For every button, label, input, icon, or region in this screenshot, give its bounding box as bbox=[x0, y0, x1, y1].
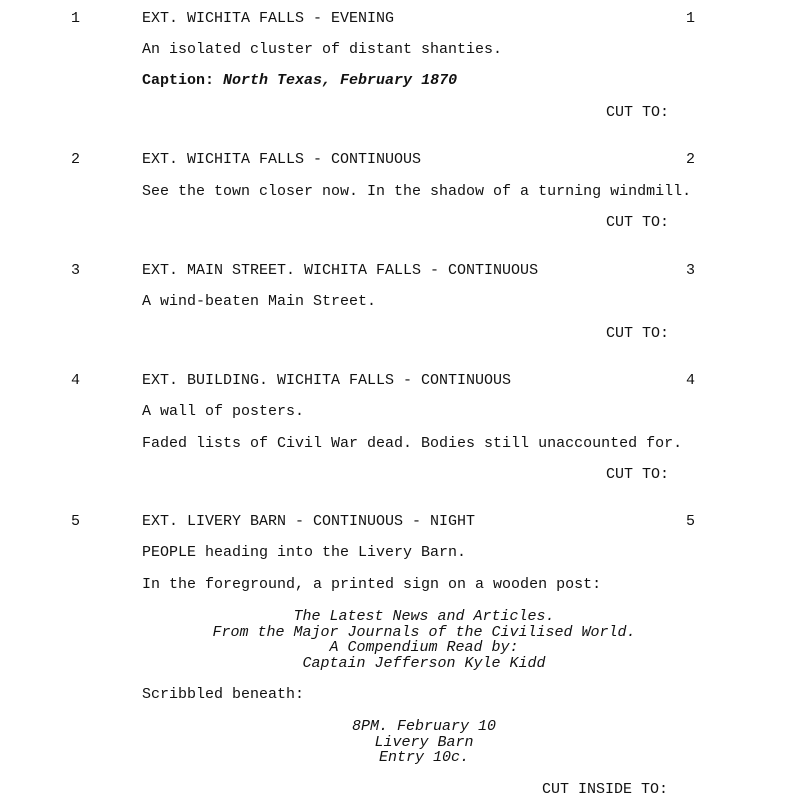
transition: CUT TO: bbox=[606, 325, 670, 342]
action-line: Faded lists of Civil War dead. Bodies still unaccounted for. bbox=[142, 435, 683, 452]
scene-number-right: 3 bbox=[686, 262, 696, 279]
note-line: 8PM. February 10 bbox=[351, 718, 497, 735]
scene-number-right: 4 bbox=[686, 372, 696, 389]
caption-text: North Texas, February 1870 bbox=[223, 72, 458, 89]
sign-line: Captain Jefferson Kyle Kidd bbox=[302, 654, 546, 672]
scene-heading: EXT. WICHITA FALLS - CONTINUOUS bbox=[142, 151, 422, 168]
scene-heading: EXT. WICHITA FALLS - EVENING bbox=[142, 10, 395, 27]
action-line: A wind-beaten Main Street. bbox=[142, 293, 377, 310]
scene-number-left: 4 bbox=[71, 372, 81, 389]
scene-number-right: 5 bbox=[686, 513, 696, 530]
scene-heading: EXT. MAIN STREET. WICHITA FALLS - CONTINUOUS bbox=[142, 262, 539, 279]
scene-number-left: 5 bbox=[71, 513, 81, 530]
scribbled-note-text bbox=[142, 719, 706, 766]
action-line: In the foreground, a printed sign on a wooden post: bbox=[142, 576, 602, 593]
scene-number-right: 1 bbox=[686, 10, 696, 27]
scene-number-left: 2 bbox=[71, 151, 81, 168]
sign-line: A Compendium Read by: bbox=[329, 639, 519, 656]
transition: CUT TO: bbox=[606, 214, 670, 231]
caption-label: Caption: bbox=[142, 72, 215, 89]
caption-line bbox=[142, 73, 457, 89]
printed-sign-text bbox=[142, 609, 706, 671]
scene-number-left: 1 bbox=[71, 10, 81, 27]
sign-line: The Latest News and Articles. bbox=[293, 608, 555, 625]
action-line: An isolated cluster of distant shanties. bbox=[142, 41, 503, 58]
action-line: Scribbled beneath: bbox=[142, 686, 305, 703]
scene-heading: EXT. BUILDING. WICHITA FALLS - CONTINUOUS bbox=[142, 372, 512, 389]
transition: CUT INSIDE TO: bbox=[542, 781, 669, 798]
action-line: PEOPLE heading into the Livery Barn. bbox=[142, 544, 467, 561]
note-line: Livery Barn bbox=[374, 733, 474, 751]
action-line: A wall of posters. bbox=[142, 403, 305, 420]
sign-line: From the Major Journals of the Civilised World. bbox=[212, 623, 636, 641]
scene-number-right: 2 bbox=[686, 151, 696, 168]
note-line: Entry 10c. bbox=[378, 749, 469, 766]
scene-number-left: 3 bbox=[71, 262, 81, 279]
transition: CUT TO: bbox=[606, 104, 670, 121]
scene-heading: EXT. LIVERY BARN - CONTINUOUS - NIGHT bbox=[142, 513, 476, 530]
action-line: See the town closer now. In the shadow of a turning windmill. bbox=[142, 183, 692, 200]
transition: CUT TO: bbox=[606, 466, 670, 483]
